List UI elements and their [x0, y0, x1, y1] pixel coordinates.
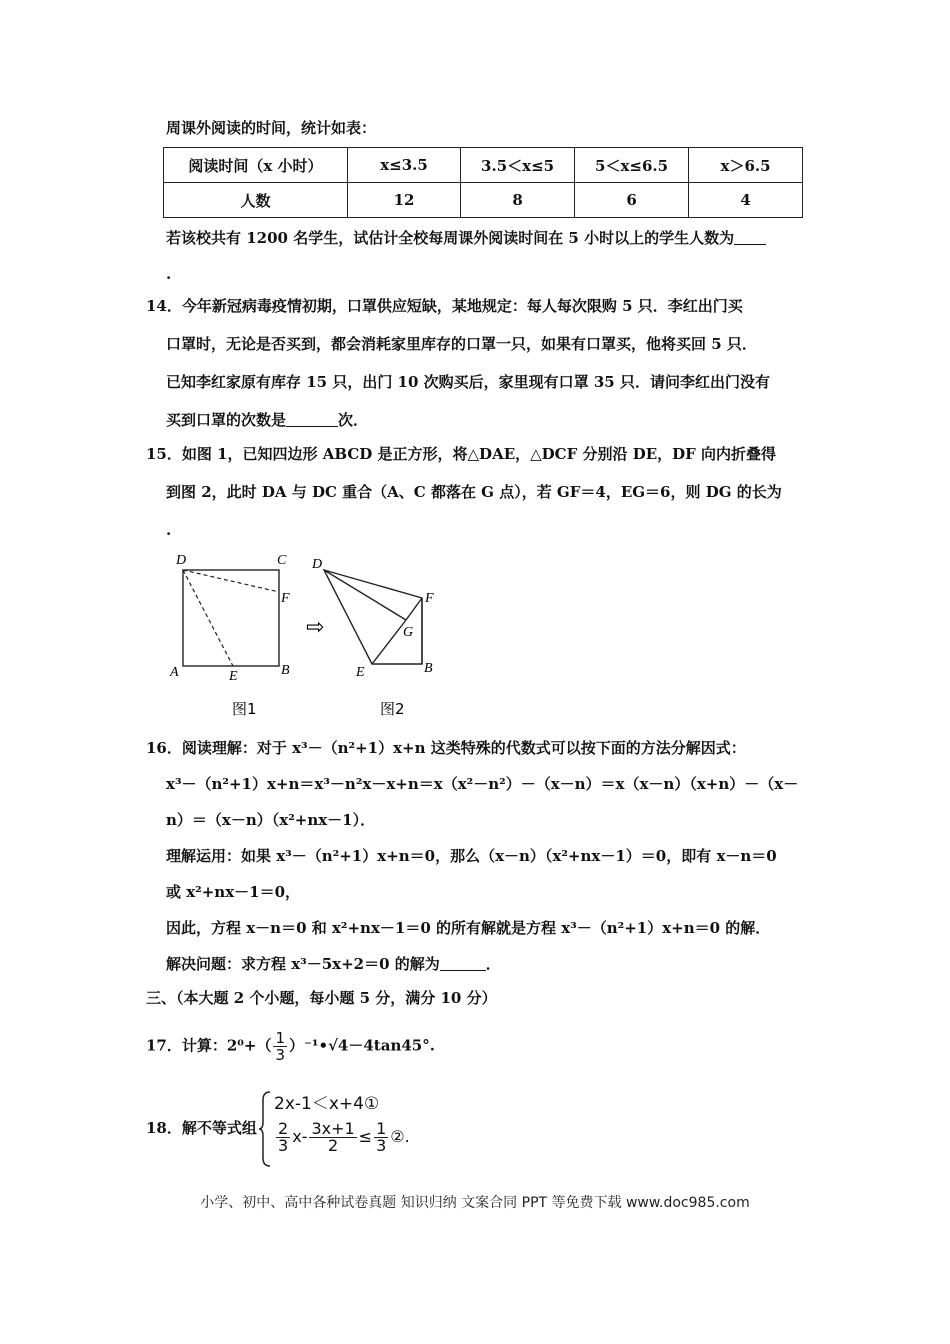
answer-blank [734, 230, 766, 245]
square-abcd [183, 570, 279, 666]
label-g: G [403, 625, 414, 640]
segment-ge [372, 620, 406, 664]
label-d: D [176, 553, 187, 568]
label-b: B [424, 661, 433, 676]
q16-line3: n）＝（x－n）（x²+nx－1）． [166, 811, 376, 829]
q14-line3: 已知李红家原有库存 15 只，出门 10 次购买后，家里现有口罩 35 只．请问李红出门没有 [166, 373, 770, 391]
q16-line1: 16．阅读理解：对于 x³－（n²+1）x+n 这类特殊的代数式可以按下面的方法分解因式： [146, 739, 746, 757]
q13-question: 若该校共有 1200 名学生，试估计全校每周课外阅读时间在 5 小时以上的学生人数为 [166, 228, 766, 248]
fold-line-de [183, 570, 233, 666]
answer-blank [286, 412, 338, 427]
q18-prefix: 18．解不等式组 [146, 1119, 257, 1137]
q16-line7: 解决问题：求方程 x³－5x+2＝0 的解为 ． [166, 955, 501, 973]
table-cell: 8 [461, 183, 575, 218]
table-header-cell: 5＜x≤6.5 [575, 148, 689, 183]
q15-line2: 到图 2，此时 DA 与 DC 重合（A、C 都落在 G 点），若 GF＝4，EG＝6，则 DG 的长为 [166, 483, 782, 501]
label-e: E [229, 669, 238, 684]
table-header-cell: x≤3.5 [347, 148, 460, 183]
table-header-cell: x＞6.5 [689, 148, 803, 183]
table-header-row [164, 148, 803, 183]
figure-1 [169, 553, 290, 718]
label-c: C [277, 553, 287, 568]
inequality-1: 2x-1＜x+4① [274, 1094, 380, 1114]
label-b: B [281, 663, 290, 678]
q16-line2: x³－（n²+1）x+n＝x³－n²x－x+n＝x（x²－n²）－（x－n）＝x（x－n）（x+n）－（x－ [166, 775, 799, 793]
table-row-label: 人数 [164, 183, 348, 218]
figure-2 [311, 557, 434, 718]
fraction-one-third: $\frac{1}{3}$ [275, 1029, 285, 1064]
page-footer: 小学、初中、高中各种试卷真题 知识归纳 文案合同 PPT 等免费下载 www.doc985.com [200, 1195, 750, 1211]
q16-line5: 或 x²+nx－1＝0， [166, 883, 301, 901]
table-row [164, 183, 803, 218]
table-cell: 4 [689, 183, 803, 218]
q13-period: . [166, 265, 172, 283]
q17: 17．计算：2⁰+（ $\frac{1}{3}$ ）⁻¹•√4－4tan45°. [146, 1029, 435, 1064]
reading-time-table [163, 147, 803, 218]
answer-blank [440, 956, 486, 971]
inequality-2: $\frac{2}{3}$ x- $\frac{3x+1}{2}$ ≤ $\frac{1}{3}$ ②. [278, 1119, 410, 1155]
q14-line4: 买到口罩的次数是 次． [166, 411, 369, 429]
fold-line-df [183, 570, 279, 592]
transform-arrow-icon: ⇨ [306, 615, 325, 640]
label-f: F [425, 591, 434, 606]
brace-icon [258, 1090, 272, 1168]
caption-fig2: 图2 [380, 700, 405, 718]
q16-line4: 理解运用：如果 x³－（n²+1）x+n＝0，那么（x－n）（x²+nx－1）＝0，即有 x－n＝0 [166, 847, 777, 865]
label-d: D [312, 557, 323, 572]
segment-gf [406, 598, 422, 620]
q16-line6: 因此，方程 x－n＝0 和 x²+nx－1＝0 的所有解就是方程 x³－（n²+1）x+n＝0 的解． [166, 919, 771, 937]
table-header-cell: 阅读时间（x 小时） [164, 148, 348, 183]
folded-shape [324, 570, 422, 664]
label-f: F [281, 591, 290, 606]
label-a: A [170, 665, 179, 680]
q13-intro: 周课外阅读的时间，统计如表： [166, 119, 377, 137]
table-header-cell: 3.5＜x≤5 [461, 148, 575, 183]
table-cell: 6 [575, 183, 689, 218]
section-three-heading: 三、（本大题 2 个小题，每小题 5 分，满分 10 分） [146, 989, 497, 1007]
caption-fig1: 图1 [232, 700, 257, 718]
q15-line3: . [166, 521, 172, 539]
q15-line1: 15．如图 1，已知四边形 ABCD 是正方形，将△DAE，△DCF 分别沿 DE，DF 向内折叠得 [146, 445, 777, 463]
q14-line1: 14．今年新冠病毒疫情初期，口罩供应短缺，某地规定：每人每次限购 5 只．李红出门买 [146, 297, 743, 315]
table-cell: 12 [347, 183, 460, 218]
q14-line2: 口罩时，无论是否买到，都会消耗家里库存的口罩一只，如果有口罩买，他将买回 5 只． [166, 335, 757, 353]
label-e: E [356, 665, 365, 680]
square-fold-figure [160, 548, 450, 723]
